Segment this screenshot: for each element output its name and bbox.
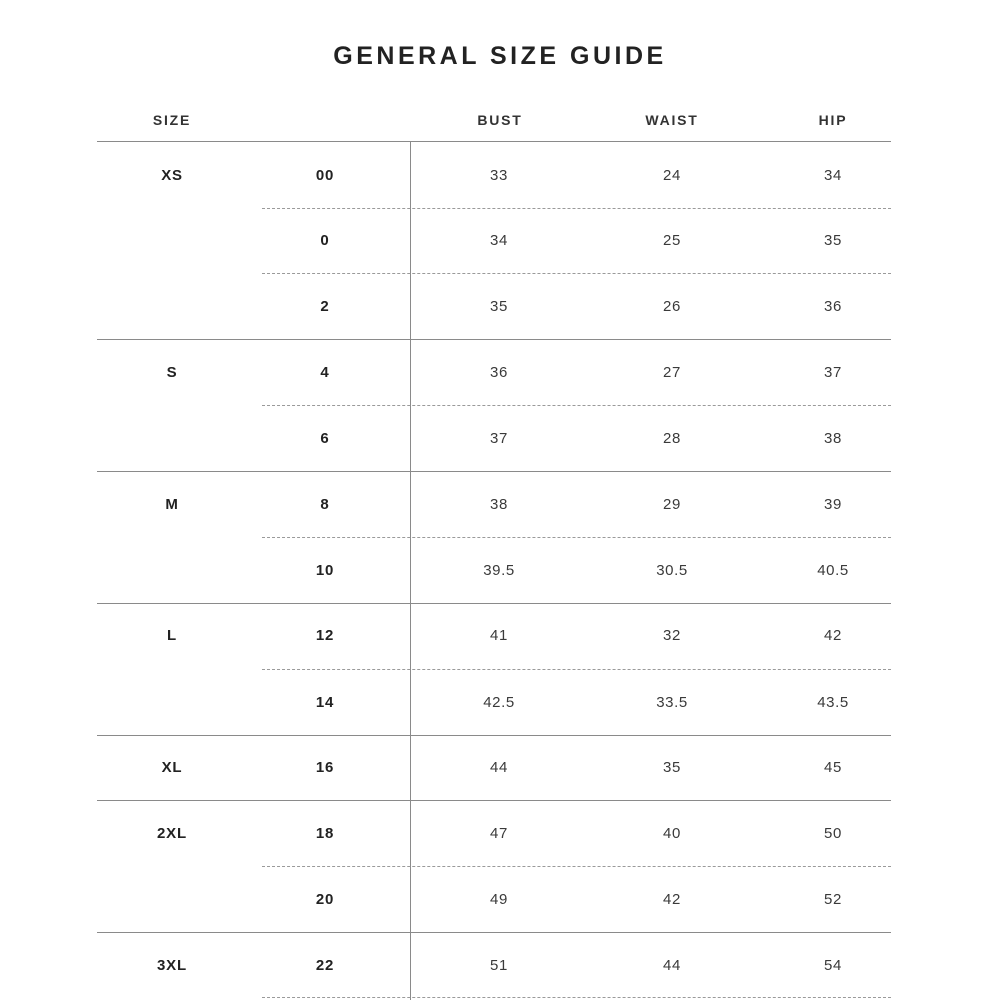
group-divider <box>97 932 891 933</box>
cell-waist: 42 <box>663 891 681 908</box>
cell-size: S <box>166 364 178 381</box>
cell-numeric: 8 <box>320 496 330 513</box>
cell-numeric: 12 <box>315 627 335 644</box>
cell-size: XL <box>161 759 183 776</box>
cell-hip: 50 <box>824 825 842 842</box>
cell-size: XS <box>161 167 183 184</box>
row-divider <box>262 866 891 867</box>
cell-bust: 42.5 <box>483 694 515 711</box>
cell-size: L <box>167 627 177 644</box>
cell-waist: 33.5 <box>656 694 688 711</box>
cell-waist: 24 <box>663 167 681 184</box>
row-divider <box>262 537 891 538</box>
cell-bust: 39.5 <box>483 562 515 579</box>
cell-waist: 30.5 <box>656 562 688 579</box>
cell-hip: 35 <box>824 232 842 249</box>
cell-waist: 32 <box>663 627 681 644</box>
cell-waist: 28 <box>663 430 681 447</box>
cell-numeric: 22 <box>315 957 335 974</box>
cell-hip: 43.5 <box>817 694 849 711</box>
header-bust: BUST <box>477 112 523 128</box>
cell-bust: 38 <box>490 496 508 513</box>
group-divider <box>97 471 891 472</box>
cell-numeric: 18 <box>315 825 335 842</box>
cell-waist: 25 <box>663 232 681 249</box>
cell-bust: 41 <box>490 627 508 644</box>
cell-waist: 26 <box>663 298 681 315</box>
cell-numeric: 00 <box>315 167 335 184</box>
cell-waist: 35 <box>663 759 681 776</box>
cell-hip: 52 <box>824 891 842 908</box>
cell-numeric: 4 <box>320 364 330 381</box>
cell-waist: 40 <box>663 825 681 842</box>
cell-bust: 33 <box>490 167 508 184</box>
cell-numeric: 14 <box>315 694 335 711</box>
page-title: GENERAL SIZE GUIDE <box>333 42 667 70</box>
cell-hip: 54 <box>824 957 842 974</box>
header-hip: HIP <box>818 112 848 128</box>
header-size: SIZE <box>152 112 192 128</box>
cell-size: M <box>165 496 179 513</box>
header-waist: WAIST <box>645 112 699 128</box>
cell-waist: 29 <box>663 496 681 513</box>
cell-numeric: 0 <box>320 232 330 249</box>
group-divider <box>97 800 891 801</box>
cell-numeric: 16 <box>315 759 335 776</box>
row-divider <box>262 997 891 998</box>
group-divider <box>97 603 891 604</box>
cell-numeric: 6 <box>320 430 330 447</box>
cell-hip: 36 <box>824 298 842 315</box>
cell-numeric: 10 <box>315 562 335 579</box>
cell-size: 2XL <box>157 825 187 842</box>
group-divider <box>97 339 891 340</box>
cell-bust: 37 <box>490 430 508 447</box>
row-divider <box>262 273 891 274</box>
cell-hip: 37 <box>824 364 842 381</box>
cell-hip: 34 <box>824 167 842 184</box>
cell-numeric: 20 <box>315 891 335 908</box>
cell-size: 3XL <box>157 957 187 974</box>
cell-hip: 40.5 <box>817 562 849 579</box>
cell-bust: 34 <box>490 232 508 249</box>
header-divider <box>97 141 891 142</box>
group-divider <box>97 735 891 736</box>
cell-hip: 42 <box>824 627 842 644</box>
cell-bust: 49 <box>490 891 508 908</box>
cell-bust: 44 <box>490 759 508 776</box>
cell-bust: 35 <box>490 298 508 315</box>
cell-waist: 27 <box>663 364 681 381</box>
row-divider <box>262 405 891 406</box>
column-divider <box>410 142 411 1000</box>
cell-hip: 45 <box>824 759 842 776</box>
cell-hip: 38 <box>824 430 842 447</box>
cell-waist: 44 <box>663 957 681 974</box>
row-divider <box>262 208 891 209</box>
row-divider <box>262 669 891 670</box>
cell-bust: 36 <box>490 364 508 381</box>
cell-bust: 51 <box>490 957 508 974</box>
cell-bust: 47 <box>490 825 508 842</box>
cell-hip: 39 <box>824 496 842 513</box>
cell-numeric: 2 <box>320 298 330 315</box>
